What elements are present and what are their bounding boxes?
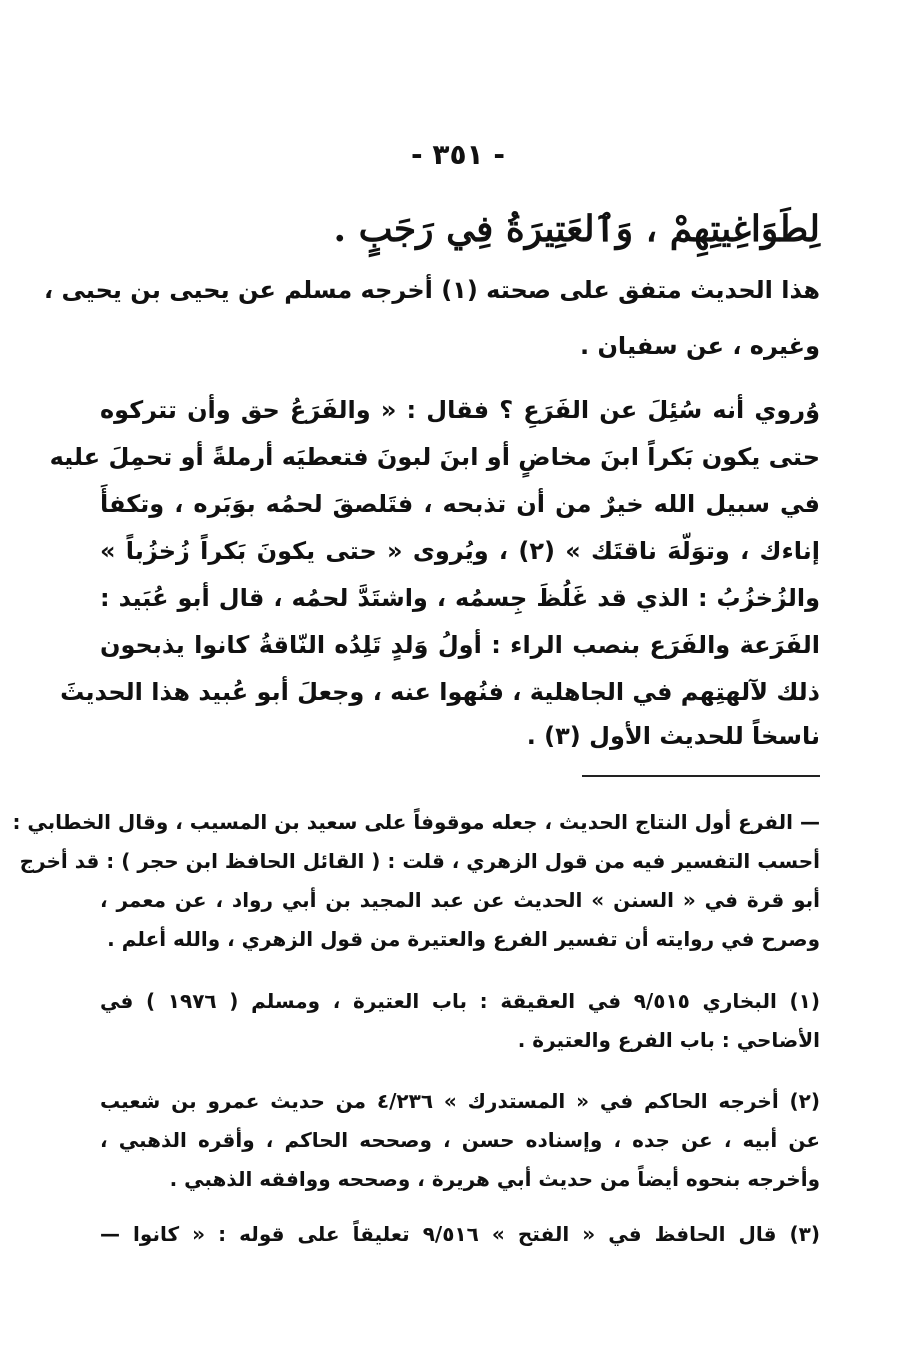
- footnote-2-line-2: عن أبيه ، عن جده ، وإسناده حسن ، وصححه الحاكم ، وأقره الذهبي ،: [100, 1128, 820, 1152]
- page-number: - ٣٥١ -: [410, 138, 506, 171]
- paragraph1-line-2: وغيره ، عن سفيان .: [579, 332, 820, 360]
- paragraph1-line-1: هذا الحديث متفق على صحته (١) أخرجه مسلم عن يحيى بن يحيى ،: [44, 276, 820, 304]
- paragraph2-line-6: الفَرَعة والفَرَع بنصب الراء : أولُ وَلدٍ تَلِدُه النّاقةُ كانوا يذبحون: [100, 631, 820, 659]
- footnote-cont-line-2: أحسب التفسير فيه من قول الزهري ، قلت : ( القائل الحافظ ابن حجر ) : قد أخرج: [19, 849, 820, 873]
- paragraph2-line-1: وُروي أنه سُئِلَ عن الفَرَعِ ؟ فقال : « والفَرَعُ حق وأن تتركوه: [100, 396, 820, 424]
- footnote-cont-line-4: وصرح في روايته أن تفسير الفرع والعتيرة من قول الزهري ، والله أعلم .: [107, 927, 820, 951]
- footnote-cont-line-3: أبو قرة في « السنن » الحديث عن عبد المجيد بن أبي رواد ، عن معمر ،: [100, 888, 820, 912]
- footnote-cont-line-1: — الفرع أول النتاج الحديث ، جعله موقوفاً على سعيد بن المسيب ، وقال الخطابي :: [12, 810, 820, 834]
- footnote-3-line-1: (٣) قال الحافظ في « الفتح » ٩/٥١٦ تعليقاً على قوله : « كانوا —: [100, 1222, 820, 1246]
- footnote-1-line-1: (١) البخاري ٩/٥١٥ في العقيقة : باب العتيرة ، ومسلم ( ١٩٧٦ ) في: [100, 989, 820, 1013]
- footnote-separator: [582, 775, 820, 777]
- paragraph2-line-5: والزُخزُبُ : الذي قد غَلُظَ جِسمُه ، واشتَدَّ لحمُه ، قال أبو عُبَيد :: [100, 584, 820, 612]
- footnote-1-line-2: الأضاحي : باب الفرع والعتيرة .: [517, 1028, 820, 1052]
- paragraph2-line-7: ذلك لآلهتِهم في الجاهلية ، فنُهوا عنه ، وجعلَ أبو عُبيد هذا الحديثَ: [60, 678, 820, 706]
- paragraph2-line-4: إناءك ، وتوَلّهَ ناقتَك » (٢) ، ويُروى « حتى يكونَ بَكراً زُخزُباً »: [100, 537, 821, 565]
- paragraph2-line-2: حتى يكون بَكراً ابنَ مخاضٍ أو ابنَ لبونَ فتعطيَه أرملةً أو تحمِلَ عليه: [49, 443, 820, 471]
- hadith-closing-line: لِطَوَاغِيتِهِمْ ، وَٱلعَتِيرَةُ فِي رَجَبٍ .: [333, 208, 820, 250]
- paragraph2-line-3: في سبيل الله خيرٌ من أن تذبحه ، فتَلصقَ لحمُه بوَبَره ، وتكفأَ: [100, 490, 820, 518]
- footnote-2-line-1: (٢) أخرجه الحاكم في « المستدرك » ٤/٢٣٦ من حديث عمرو بن شعيب: [100, 1089, 820, 1113]
- paragraph2-line-8: ناسخاً للحديث الأول (٣) .: [526, 722, 820, 750]
- footnote-2-line-3: وأخرجه بنحوه أيضاً من حديث أبي هريرة ، وصححه ووافقه الذهبي .: [169, 1167, 820, 1191]
